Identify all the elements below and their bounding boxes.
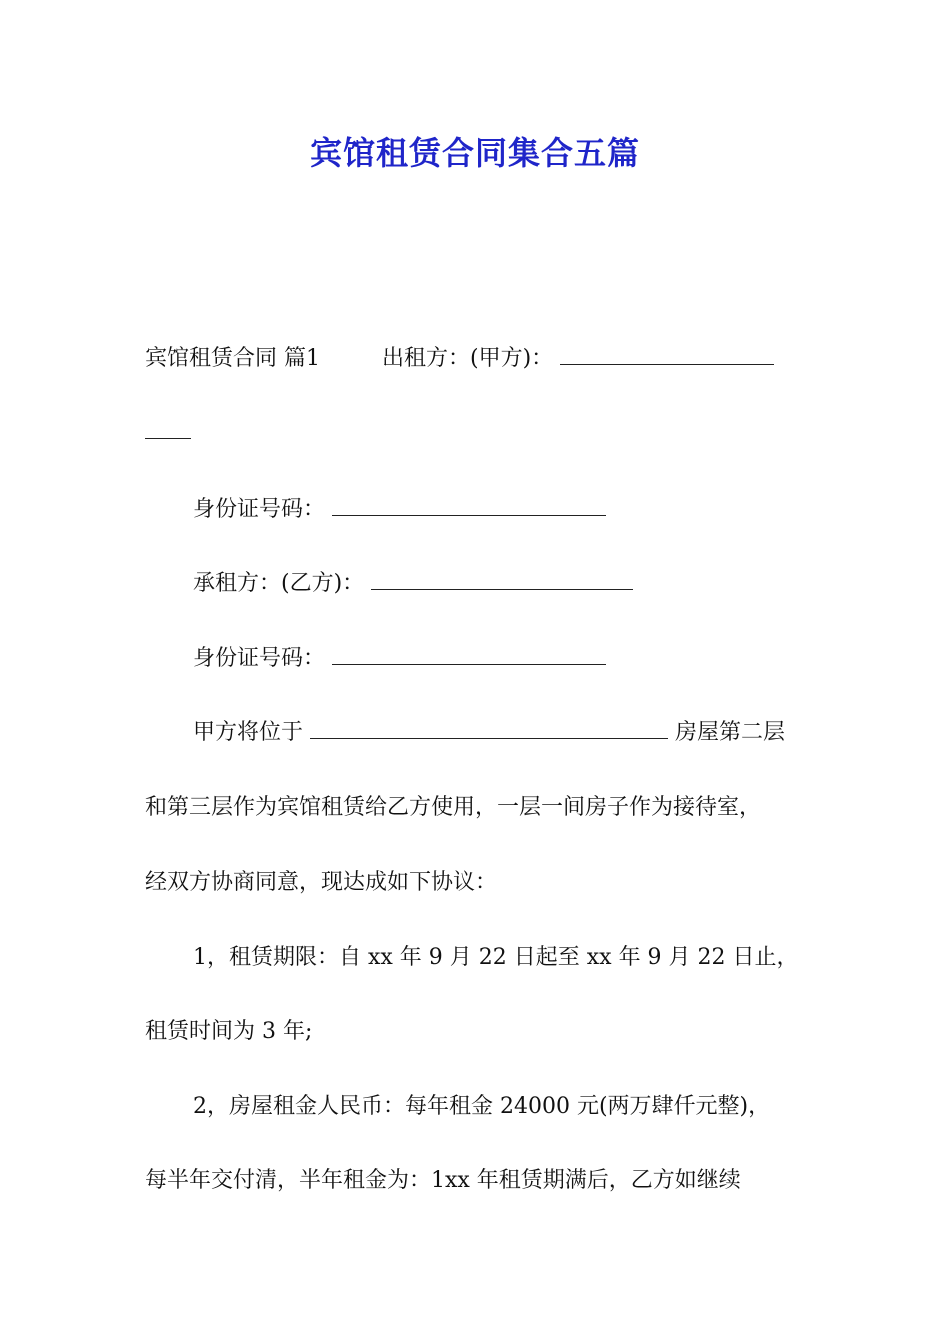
lessee-label: 承租方：(乙方)： [193, 571, 365, 596]
property-location-blank [310, 718, 668, 739]
rent-clause-continued: 每半年交付清，半年租金为：1xx 年租赁期满后，乙方如继续 [145, 1168, 741, 1193]
section-heading: 宾馆租赁合同 篇1 [145, 346, 320, 371]
rent-clause: 2，房屋租金人民币：每年租金 24000 元(两万肆仟元整)， [193, 1094, 771, 1119]
lessor-blank-continuation-line [145, 418, 191, 448]
lessor-blank-continued [145, 418, 191, 439]
lease-term-clause-continued: 租赁时间为 3 年; [145, 1019, 313, 1044]
lessee-id-label: 身份证号码： [193, 646, 326, 671]
paragraph-line: 经双方协商同意，现达成如下协议： [145, 870, 498, 895]
property-location-line [193, 718, 785, 748]
lease-term-clause: 1，租赁期限：自 xx 年 9 月 22 日起至 xx 年 9 月 22 日止， [193, 945, 799, 970]
section-heading-line [145, 344, 774, 374]
lessor-id-line [193, 495, 606, 525]
lessor-id-blank [332, 495, 606, 516]
lessee-id-blank [332, 644, 606, 665]
property-location-suffix: 房屋第二层 [675, 720, 786, 745]
lessee-blank [371, 569, 633, 590]
lessor-label: 出租方：(甲方)： [382, 346, 554, 371]
lessee-id-line [193, 644, 606, 674]
document-title: 宾馆租赁合同集合五篇 [309, 134, 640, 172]
lessor-blank [560, 344, 774, 365]
lessor-id-label: 身份证号码： [193, 497, 326, 522]
paragraph-line: 和第三层作为宾馆租赁给乙方使用，一层一间房子作为接待室， [145, 795, 762, 820]
lessee-line [193, 569, 633, 599]
property-location-prefix: 甲方将位于 [193, 720, 304, 745]
